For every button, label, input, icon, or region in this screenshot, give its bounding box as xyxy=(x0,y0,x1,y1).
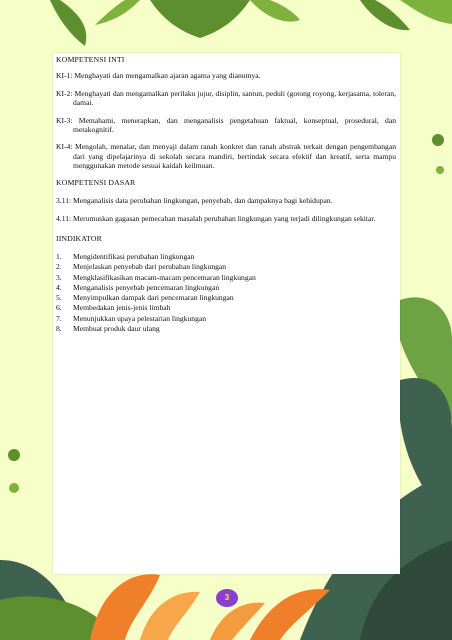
ki-4: KI-4: Mengolah, menalar, dan menyaji dalam ranah konkret dan ranah abstrak terkait dengan pengembangan dari yang dipelajarinya di sekolah secara mandiri, bertindak secara efektif dan kreatif, serta mampu menggunakan metode sesuai kaidah keilmuan. xyxy=(56,142,396,171)
list-item xyxy=(56,324,396,334)
indikator-list xyxy=(56,252,396,334)
list-item-text: Mengidentifikasi perubahan lingkungan xyxy=(73,252,195,262)
kd-4-11: 4.11: Merumuskan gagasan pemecahan masalah perubahan lingkungan yang terjadi dilingkungan sekitar. xyxy=(56,214,376,224)
list-item-text: Menganalisis penyebab pencemaran lingkungan xyxy=(73,282,220,292)
kompetensi-dasar-heading: KOMPETENSI DASAR xyxy=(56,177,136,187)
list-item-text: Membuat produk daur ulang xyxy=(73,323,160,333)
ki-1: KI-1: Menghayati dan mengamalkan ajaran agama yang dianutnya. xyxy=(56,71,261,81)
ki-2: KI-2: Menghayati dan mengamalkan perilaku jujur, disiplin, santun, peduli (gotong royong, kerjasama, toleran, damai. xyxy=(56,88,396,108)
list-item xyxy=(56,262,396,272)
kd-3-11: 3.11: Menganalisis data perubahan lingkungan, penyebab, dan dampaknya bagi kehidupan. xyxy=(56,196,333,206)
list-item xyxy=(56,303,396,313)
kompetensi-inti-heading: KOMPETENSI INTI xyxy=(56,55,125,64)
list-item xyxy=(56,252,396,262)
list-item-number: 1. xyxy=(56,252,62,262)
list-item-number: 3. xyxy=(56,272,62,282)
list-item-number: 2. xyxy=(56,262,62,272)
indikator-heading: IINDIKATOR xyxy=(56,233,102,243)
list-item-text: Menyimpulkan dampak dari pencemaran lingkungan xyxy=(73,293,234,303)
page-number-badge: 3 xyxy=(216,589,238,607)
list-item-number: 4. xyxy=(56,282,62,292)
list-item-number: 8. xyxy=(56,323,62,333)
content-sheet xyxy=(53,53,400,574)
list-item-number: 6. xyxy=(56,303,62,313)
list-item-text: Menunjukkan upaya pelestarian lingkungan xyxy=(73,313,207,323)
list-item xyxy=(56,283,396,293)
list-item-number: 5. xyxy=(56,293,62,303)
list-item xyxy=(56,293,396,303)
list-item-text: Mengklasifikasikan macam-macam pencemaran lingkungan xyxy=(73,272,256,282)
list-item-number: 7. xyxy=(56,313,62,323)
list-item-text: Menjelaskan penyebab dari perubahan lingkungan xyxy=(73,262,227,272)
top-tree-leaves xyxy=(50,0,452,46)
right-side-foliage xyxy=(400,134,452,520)
sheet-content xyxy=(56,55,396,334)
list-item-text: Membedakan jenis-jenis limbah xyxy=(73,303,171,313)
ki-3: KI-3: Memahami, menerapkan, dan menganalisis pengetahuan faktual, konseptual, prosedural, dan metakognitif. xyxy=(56,115,396,135)
list-item xyxy=(56,273,396,283)
list-item xyxy=(56,314,396,324)
